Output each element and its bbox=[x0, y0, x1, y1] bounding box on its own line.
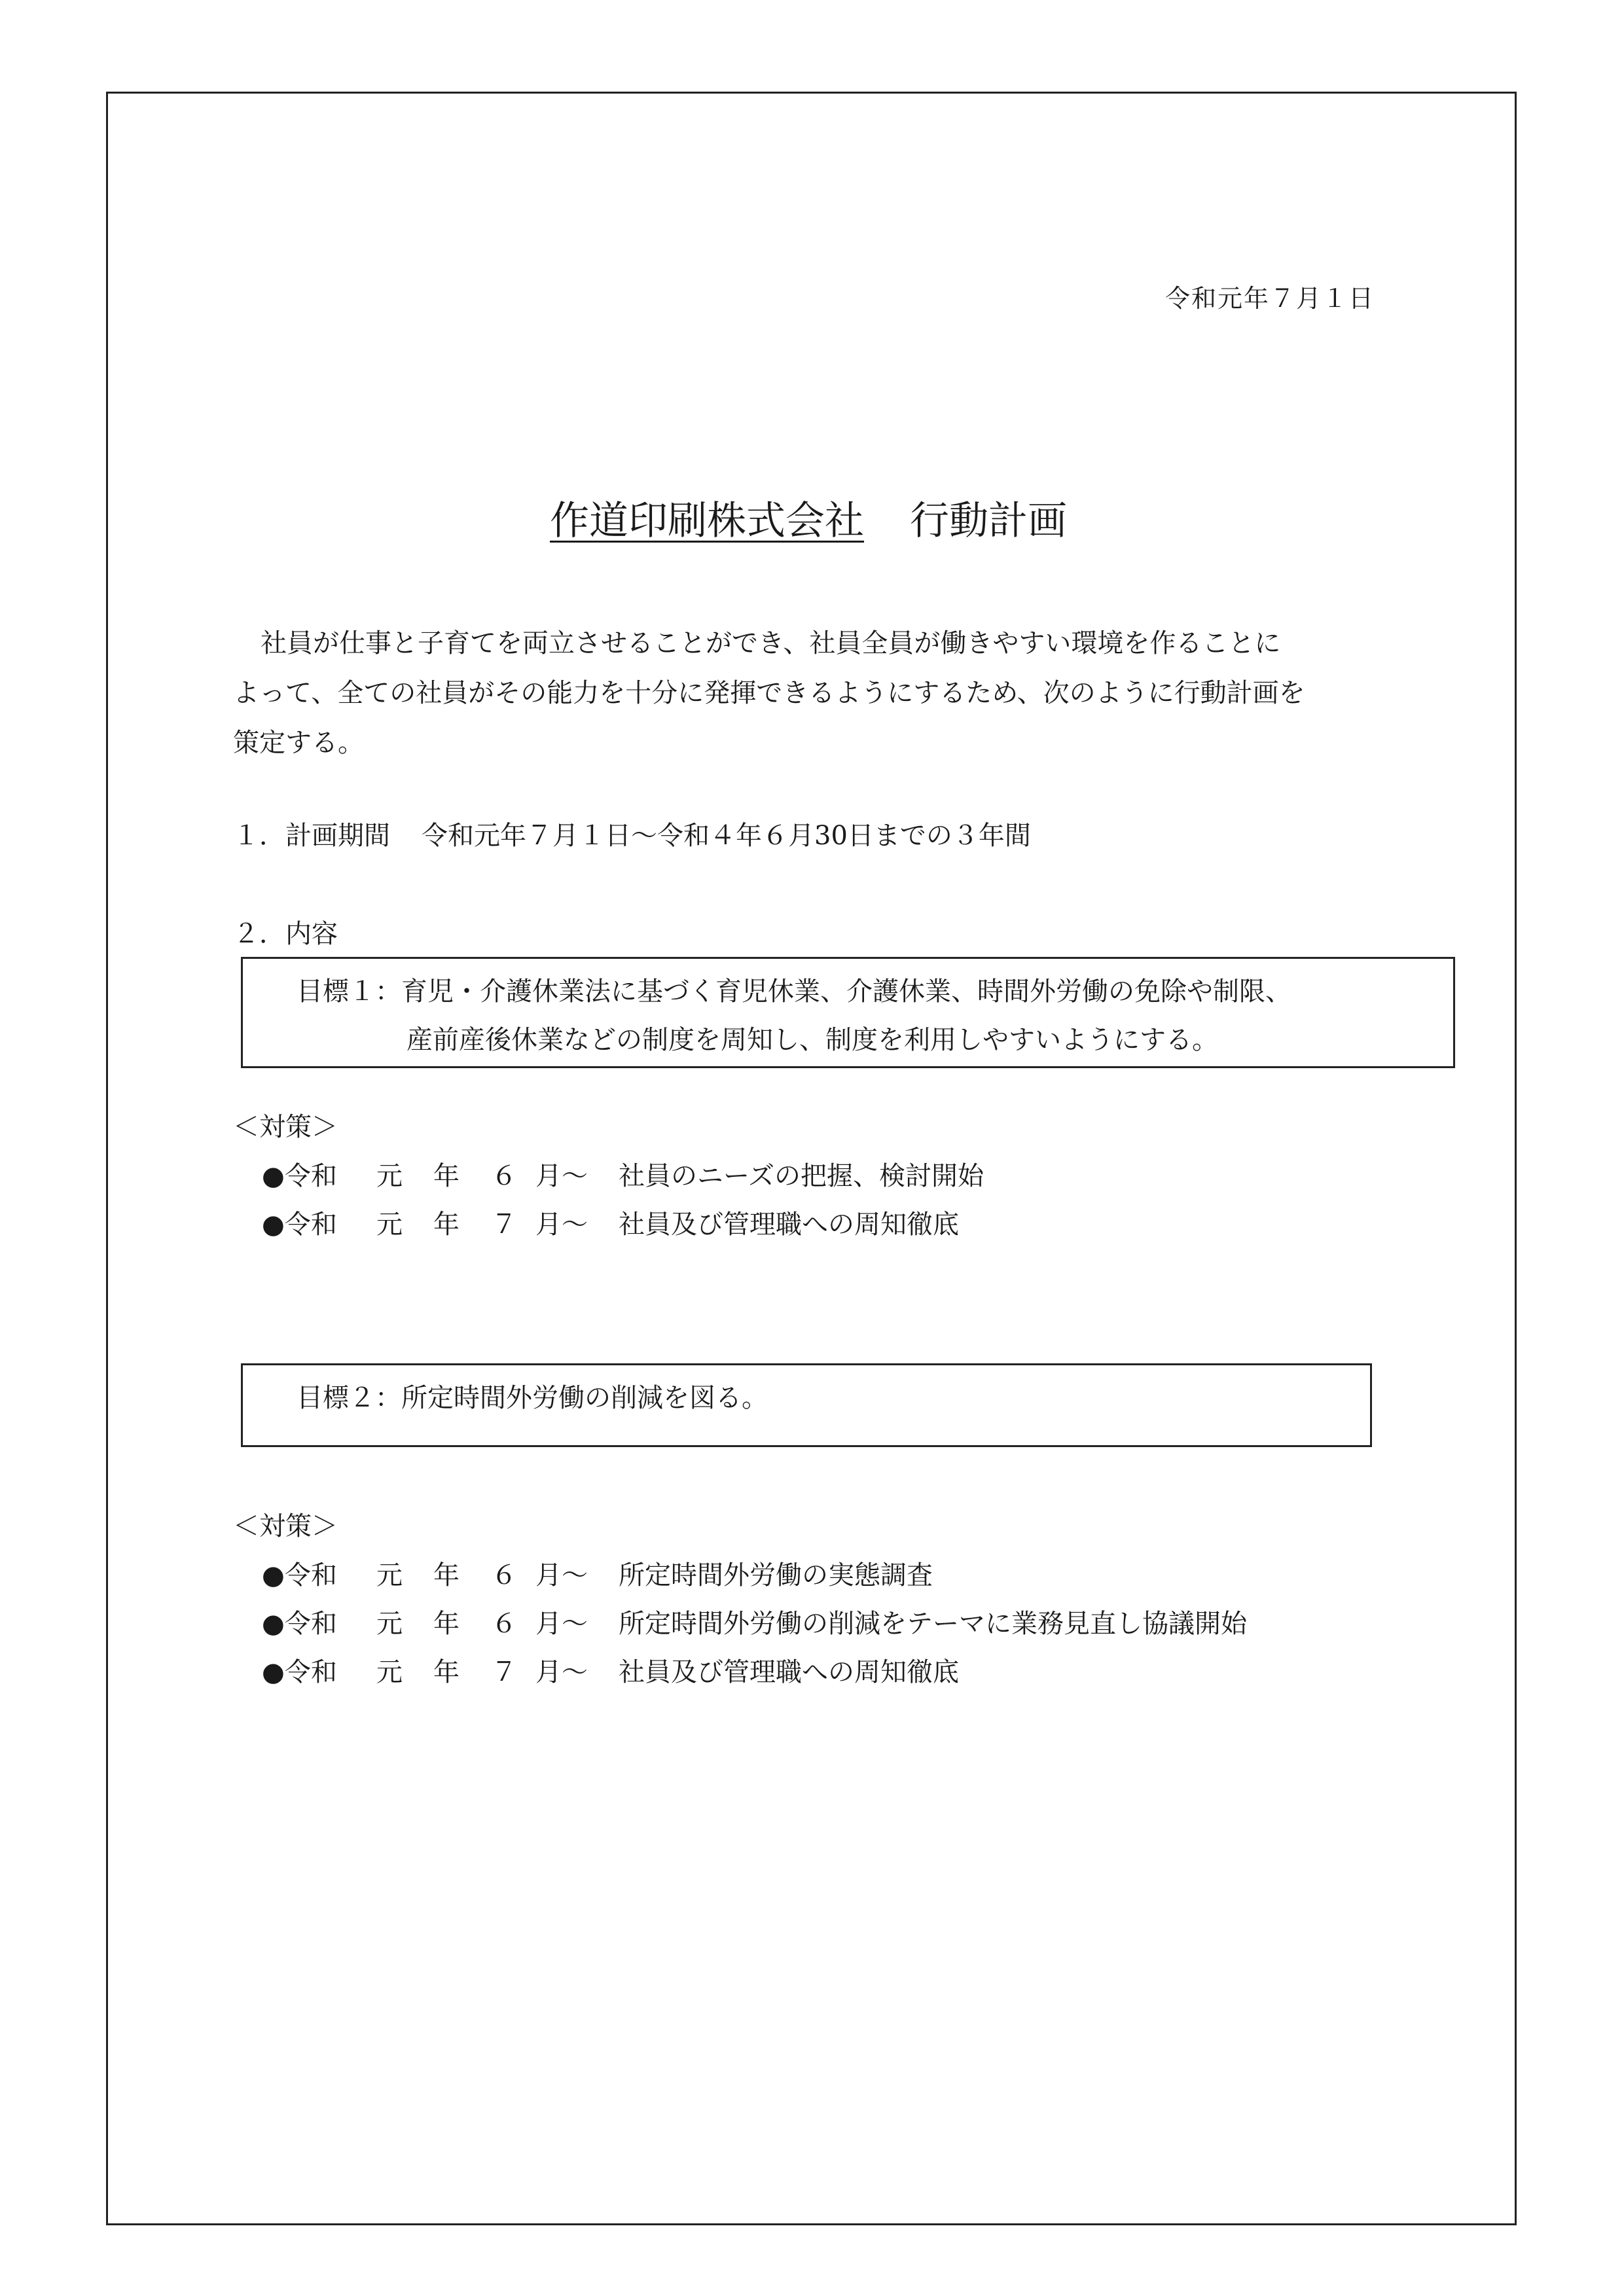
measure-era: ●令和 bbox=[262, 1657, 337, 1687]
measure-month: ６ bbox=[491, 1161, 517, 1191]
measure-text: 所定時間外労働の実態調査 bbox=[619, 1560, 933, 1590]
measure-month-unit: 月～ bbox=[535, 1161, 588, 1191]
measure-month-unit: 月～ bbox=[535, 1560, 588, 1590]
measure-month-unit: 月～ bbox=[535, 1609, 588, 1639]
measure-year-unit: 年 bbox=[433, 1161, 460, 1191]
goal-1-measures-heading: ＜対策＞ bbox=[233, 1112, 338, 1142]
intro-paragraph bbox=[233, 619, 1398, 768]
intro-line: 社員が仕事と子育てを両立させることができ、社員全員が働きやすい環境を作ることに bbox=[261, 628, 1281, 658]
measure-text: 社員及び管理職への周知徹底 bbox=[619, 1657, 959, 1687]
measure-month-unit: 月～ bbox=[535, 1657, 588, 1687]
goal-1-line: 目標１：育児・介護休業法に基づく育児休業、介護休業、時間外労働の免除や制限、 bbox=[297, 977, 1291, 1007]
plan-period bbox=[233, 815, 1031, 852]
plan-period-value: 令和元年７月１日～令和４年６月30日までの３年間 bbox=[422, 821, 1031, 851]
measure-month: ６ bbox=[491, 1560, 517, 1590]
measure-year-unit: 年 bbox=[433, 1657, 460, 1687]
company-name: 作道印刷株式会社 bbox=[550, 498, 864, 544]
intro-line: 策定する。 bbox=[233, 728, 364, 758]
document-date: 令和元年７月１日 bbox=[1165, 284, 1375, 313]
title-suffix: 行動計画 bbox=[910, 498, 1067, 544]
goal-2-measures-heading: ＜対策＞ bbox=[233, 1511, 338, 1541]
measure-text: 所定時間外労働の削減をテーマに業務見直し協議開始 bbox=[619, 1609, 1247, 1639]
measure-year: 元 bbox=[376, 1609, 403, 1639]
measure-year: 元 bbox=[376, 1210, 403, 1240]
intro-line: よって、全ての社員がその能力を十分に発揮できるようにするため、次のように行動計画を bbox=[233, 678, 1305, 708]
measure-year-unit: 年 bbox=[433, 1210, 460, 1240]
measure-month-unit: 月～ bbox=[535, 1210, 588, 1240]
measure-era: ●令和 bbox=[262, 1609, 337, 1639]
measure-year: 元 bbox=[376, 1161, 403, 1191]
goal-2-line: 目標２：所定時間外労働の削減を図る。 bbox=[297, 1383, 768, 1413]
measure-month: ７ bbox=[491, 1657, 517, 1687]
measure-year-unit: 年 bbox=[433, 1560, 460, 1590]
measure-era: ●令和 bbox=[262, 1210, 337, 1240]
content-heading: ２．内容 bbox=[233, 919, 338, 949]
measure-year: 元 bbox=[376, 1560, 403, 1590]
measure-text: 社員のニーズの把握、検討開始 bbox=[619, 1161, 984, 1191]
goal-1-line: 産前産後休業などの制度を周知し、制度を利用しやすいようにする。 bbox=[406, 1025, 1218, 1055]
measure-month: ７ bbox=[491, 1210, 517, 1240]
goal-1-box bbox=[241, 957, 1455, 1068]
measure-text: 社員及び管理職への周知徹底 bbox=[619, 1210, 959, 1240]
measure-year: 元 bbox=[376, 1657, 403, 1687]
measure-era: ●令和 bbox=[262, 1560, 337, 1590]
measure-era: ●令和 bbox=[262, 1161, 337, 1191]
plan-period-label: １．計画期間 bbox=[233, 821, 390, 851]
document-title bbox=[504, 490, 1067, 546]
measure-year-unit: 年 bbox=[433, 1609, 460, 1639]
goal-2-box bbox=[241, 1363, 1372, 1447]
measure-month: ６ bbox=[491, 1609, 517, 1639]
